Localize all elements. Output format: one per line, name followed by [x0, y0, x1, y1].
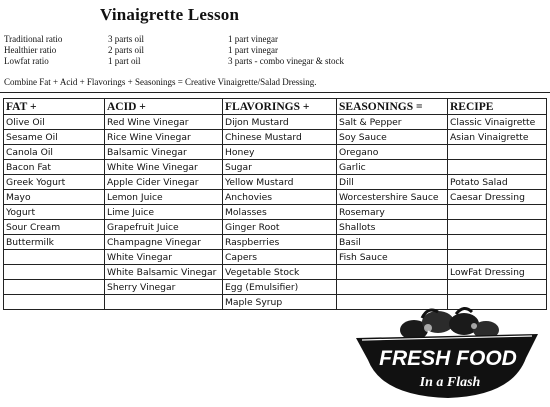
- table-row: [4, 205, 547, 220]
- fresh-food-in-a-flash-logo: [352, 300, 542, 402]
- cell-seasoning: Salt & Pepper: [337, 115, 448, 130]
- table-row: [4, 160, 547, 175]
- header-recipe: RECIPE: [448, 99, 547, 115]
- header-acid: ACID +: [105, 99, 223, 115]
- document-title: Vinaigrette Lesson: [100, 5, 240, 24]
- cell-fat: Canola Oil: [4, 145, 105, 160]
- cell-flavoring: Honey: [223, 145, 337, 160]
- ratio-vinegar: 1 part vinegar: [228, 34, 278, 44]
- cell-acid: Champagne Vinegar: [105, 235, 223, 250]
- cell-flavoring: Dijon Mustard: [223, 115, 337, 130]
- cell-recipe: [448, 250, 547, 265]
- cell-recipe: [448, 145, 547, 160]
- cell-acid: Lemon Juice: [105, 190, 223, 205]
- table-row: [4, 220, 547, 235]
- cell-seasoning: Basil: [337, 235, 448, 250]
- cell-fat: Sesame Oil: [4, 130, 105, 145]
- cell-acid: Red Wine Vinegar: [105, 115, 223, 130]
- cell-fat: Greek Yogurt: [4, 175, 105, 190]
- cell-seasoning: Fish Sauce: [337, 250, 448, 265]
- cell-acid: White Balsamic Vinegar: [105, 265, 223, 280]
- cell-seasoning: Rosemary: [337, 205, 448, 220]
- cell-fat: Yogurt: [4, 205, 105, 220]
- cell-flavoring: Maple Syrup: [223, 295, 337, 310]
- cell-acid: [105, 295, 223, 310]
- ratio-oil: 2 parts oil: [108, 45, 144, 55]
- cell-flavoring: Raspberries: [223, 235, 337, 250]
- cell-recipe: LowFat Dressing: [448, 265, 547, 280]
- table-row: [4, 175, 547, 190]
- cell-fat: [4, 295, 105, 310]
- cell-seasoning: Soy Sauce: [337, 130, 448, 145]
- table-row: [4, 115, 547, 130]
- cell-flavoring: Chinese Mustard: [223, 130, 337, 145]
- cell-recipe: [448, 235, 547, 250]
- ratio-vinegar: 1 part vinegar: [228, 45, 278, 55]
- cell-fat: [4, 250, 105, 265]
- cell-flavoring: Capers: [223, 250, 337, 265]
- ratio-vinegar: 3 parts - combo vinegar & stock: [228, 56, 344, 66]
- cell-flavoring: Ginger Root: [223, 220, 337, 235]
- cell-seasoning: Worcestershire Sauce: [337, 190, 448, 205]
- cell-recipe: Potato Salad: [448, 175, 547, 190]
- cell-flavoring: Vegetable Stock: [223, 265, 337, 280]
- table-row: [4, 145, 547, 160]
- ratio-name: Healthier ratio: [4, 45, 57, 55]
- cell-recipe: [448, 220, 547, 235]
- cell-acid: Sherry Vinegar: [105, 280, 223, 295]
- cell-flavoring: Molasses: [223, 205, 337, 220]
- cell-acid: Apple Cider Vinegar: [105, 175, 223, 190]
- cell-flavoring: Anchovies: [223, 190, 337, 205]
- ratio-name: Traditional ratio: [4, 34, 63, 44]
- cell-fat: Mayo: [4, 190, 105, 205]
- cell-recipe: Classic Vinaigrette: [448, 115, 547, 130]
- table-row: [4, 250, 547, 265]
- table-row: [4, 130, 547, 145]
- ratio-name: Lowfat ratio: [4, 56, 49, 66]
- cell-seasoning: [337, 265, 448, 280]
- cell-fat: Bacon Fat: [4, 160, 105, 175]
- cell-flavoring: Sugar: [223, 160, 337, 175]
- divider: [0, 92, 550, 93]
- cell-seasoning: Oregano: [337, 145, 448, 160]
- table-row: [4, 265, 547, 280]
- ratio-oil: 1 part oil: [108, 56, 141, 66]
- cell-acid: White Vinegar: [105, 250, 223, 265]
- cell-acid: Grapefruit Juice: [105, 220, 223, 235]
- header-fat: FAT +: [4, 99, 105, 115]
- cell-acid: Rice Wine Vinegar: [105, 130, 223, 145]
- table-header-row: [4, 99, 547, 115]
- table-row: [4, 280, 547, 295]
- cell-seasoning: Shallots: [337, 220, 448, 235]
- cell-acid: Balsamic Vinegar: [105, 145, 223, 160]
- cell-seasoning: Garlic: [337, 160, 448, 175]
- cell-recipe: [448, 160, 547, 175]
- cell-recipe: Asian Vinaigrette: [448, 130, 547, 145]
- ingredient-table: [3, 98, 547, 310]
- table-row: [4, 235, 547, 250]
- cell-flavoring: Yellow Mustard: [223, 175, 337, 190]
- cell-recipe: [448, 280, 547, 295]
- logo-line2: In a Flash: [419, 375, 481, 390]
- cell-fat: Olive Oil: [4, 115, 105, 130]
- cell-fat: Sour Cream: [4, 220, 105, 235]
- cell-acid: Lime Juice: [105, 205, 223, 220]
- cell-fat: [4, 265, 105, 280]
- cell-recipe: [448, 205, 547, 220]
- table-row: [4, 190, 547, 205]
- cell-fat: [4, 280, 105, 295]
- header-flavorings: FLAVORINGS +: [223, 99, 337, 115]
- formula-text: Combine Fat + Acid + Flavorings + Seasonings = Creative Vinaigrette/Salad Dressing.: [4, 77, 317, 87]
- cell-seasoning: [337, 280, 448, 295]
- logo-line1: FRESH FOOD: [379, 347, 517, 370]
- header-seasonings: SEASONINGS =: [337, 99, 448, 115]
- cell-flavoring: Egg (Emulsifier): [223, 280, 337, 295]
- cell-recipe: Caesar Dressing: [448, 190, 547, 205]
- cell-seasoning: Dill: [337, 175, 448, 190]
- ratio-oil: 3 parts oil: [108, 34, 144, 44]
- cell-fat: Buttermilk: [4, 235, 105, 250]
- cell-acid: White Wine Vinegar: [105, 160, 223, 175]
